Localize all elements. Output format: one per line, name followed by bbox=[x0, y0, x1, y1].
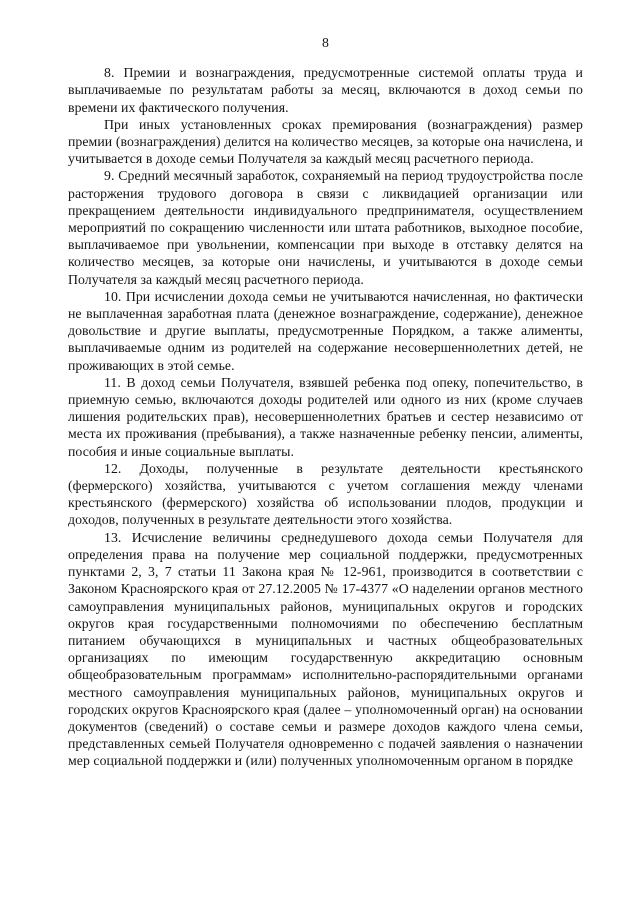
paragraph-item-11: 11. В доход семьи Получателя, взявшей ребенка под опеку, попечительство, в приемную семью, включаются доходы родителей или одного из них (кроме случаев лишения родительских прав), несовершеннолетних братьев и сестер независимо от места их проживания (пребывания), а также назначенные ребенку пенсии, алименты, пособия и иные социальные выплаты. bbox=[68, 374, 583, 459]
paragraph-item-13: 13. Исчисление величины среднедушевого дохода семьи Получателя для определения права на получение мер социальной поддержки, предусмотренных пунктами 2, 3, 7 статьи 11 Закона края № 12-961, производится в соответствии с Законом Красноярского края от 27.12.2005 № 17-4377 «О наделении органов местного самоуправления муниципальных районов, муниципальных округов и городских округов края государственными полномочиями по обеспечению бесплатным питанием обучающихся в муниципальных и частных общеобразовательных организациях по имеющим государственную аккредитацию основным общеобразовательным программам» исполнительно-распорядительными органами местного самоуправления муниципальных районов, муниципальных округов и городских округов Красноярского края (далее – уполномоченный орган) на основании документов (сведений) о составе семьи и размере доходов каждого члена семьи, представленных семьей Получателя одновременно с подачей заявления о назначении мер социальной поддержки и (или) полученных уполномоченным органом в порядке bbox=[68, 529, 583, 769]
paragraph-item-12: 12. Доходы, полученные в результате деятельности крестьянского (фермерского) хозяйства, учитываются с учетом соглашения между членами крестьянского (фермерского) хозяйства об использовании плодов, продукции и доходов, полученных в результате деятельности этого хозяйства. bbox=[68, 460, 583, 528]
paragraph-item-9: 9. Средний месячный заработок, сохраняемый на период трудоустройства после расторжения трудового договора в связи с ликвидацией организации или прекращением деятельности индивидуального предпринимателя, осуществлением мероприятий по сокращению численности или штата работников, выходное пособие, выплачиваемое при увольнении, компенсации при выходе в отставку делятся на количество месяцев, за которые они начислены, и учитываются в доходе семьи Получателя за каждый месяц расчетного периода. bbox=[68, 168, 583, 287]
paragraph-item-10: 10. При исчислении дохода семьи не учитываются начисленная, но фактически не выплаченная заработная плата (денежное вознаграждение, содержание), денежное довольствие и другие выплаты, предусмотренные Порядком, а также алименты, выплачиваемые одним из родителей на содержание несовершеннолетних детей, не проживающих в этой семье. bbox=[68, 288, 583, 373]
paragraph-item-8: 8. Премии и вознаграждения, предусмотренные системой оплаты труда и выплачиваемые по результатам работы за месяц, включаются в доход семьи по времени их фактического получения. bbox=[68, 65, 583, 115]
document-page bbox=[68, 34, 583, 770]
paragraph-bonus-periods: При иных установленных сроках премирования (вознаграждения) размер премии (вознаграждения) делится на количество месяцев, за которые она начислена, и учитывается в доходе семьи Получателя за каждый месяц расчетного периода. bbox=[68, 116, 583, 167]
page-number: 8 bbox=[322, 35, 329, 50]
